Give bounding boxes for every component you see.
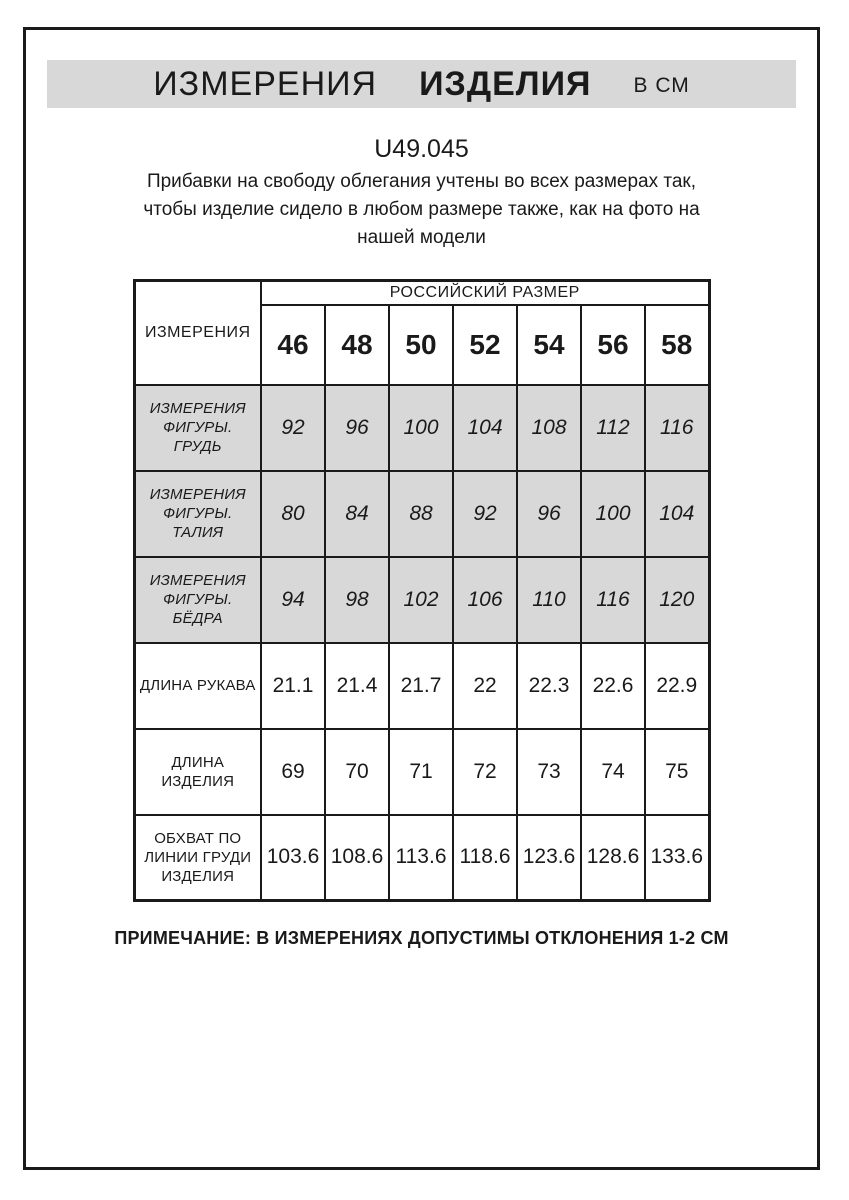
size-table bbox=[133, 279, 711, 902]
value-cell: 22 bbox=[453, 643, 517, 729]
value-cell: 80 bbox=[261, 471, 325, 557]
title-band bbox=[47, 60, 796, 108]
table-row bbox=[134, 557, 709, 643]
value-cell: 100 bbox=[389, 385, 453, 471]
size-header-cell: 46 bbox=[261, 305, 325, 385]
value-cell: 133.6 bbox=[645, 815, 709, 901]
value-cell: 84 bbox=[325, 471, 389, 557]
row-label: ДЛИНА ИЗДЕЛИЯ bbox=[134, 729, 261, 815]
value-cell: 71 bbox=[389, 729, 453, 815]
value-cell: 88 bbox=[389, 471, 453, 557]
value-cell: 110 bbox=[517, 557, 581, 643]
value-cell: 69 bbox=[261, 729, 325, 815]
value-cell: 118.6 bbox=[453, 815, 517, 901]
row-label: ДЛИНА РУКАВА bbox=[134, 643, 261, 729]
value-cell: 92 bbox=[453, 471, 517, 557]
value-cell: 123.6 bbox=[517, 815, 581, 901]
size-header-cell: 54 bbox=[517, 305, 581, 385]
size-header-cell: 58 bbox=[645, 305, 709, 385]
description-line: нашей модели bbox=[357, 227, 486, 248]
value-cell: 120 bbox=[645, 557, 709, 643]
value-cell: 94 bbox=[261, 557, 325, 643]
fit-description bbox=[122, 168, 722, 252]
description-line: чтобы изделие сидело в любом размере также, как на фото на bbox=[143, 199, 700, 220]
value-cell: 73 bbox=[517, 729, 581, 815]
value-cell: 128.6 bbox=[581, 815, 645, 901]
value-cell: 22.6 bbox=[581, 643, 645, 729]
row-label: ОБХВАТ ПО ЛИНИИ ГРУДИ ИЗДЕЛИЯ bbox=[134, 815, 261, 901]
size-header-cell: 56 bbox=[581, 305, 645, 385]
table-row bbox=[134, 643, 709, 729]
value-cell: 70 bbox=[325, 729, 389, 815]
value-cell: 104 bbox=[645, 471, 709, 557]
value-cell: 92 bbox=[261, 385, 325, 471]
value-cell: 21.4 bbox=[325, 643, 389, 729]
size-header-cell: 50 bbox=[389, 305, 453, 385]
title-word-measurements: ИЗМЕРЕНИЯ bbox=[153, 64, 378, 103]
value-cell: 98 bbox=[325, 557, 389, 643]
value-cell: 108.6 bbox=[325, 815, 389, 901]
value-cell: 22.9 bbox=[645, 643, 709, 729]
title-unit-cm: В СМ bbox=[633, 74, 690, 97]
value-cell: 21.1 bbox=[261, 643, 325, 729]
table-row bbox=[134, 385, 709, 471]
value-cell: 102 bbox=[389, 557, 453, 643]
value-cell: 22.3 bbox=[517, 643, 581, 729]
table-row bbox=[134, 729, 709, 815]
table-row bbox=[134, 471, 709, 557]
value-cell: 112 bbox=[581, 385, 645, 471]
value-cell: 113.6 bbox=[389, 815, 453, 901]
value-cell: 104 bbox=[453, 385, 517, 471]
value-cell: 116 bbox=[645, 385, 709, 471]
value-cell: 100 bbox=[581, 471, 645, 557]
article-code: U49.045 bbox=[374, 135, 469, 163]
size-table-body bbox=[134, 385, 709, 901]
value-cell: 106 bbox=[453, 557, 517, 643]
value-cell: 21.7 bbox=[389, 643, 453, 729]
value-cell: 116 bbox=[581, 557, 645, 643]
value-cell: 96 bbox=[325, 385, 389, 471]
value-cell: 72 bbox=[453, 729, 517, 815]
document-sheet bbox=[23, 27, 820, 1170]
value-cell: 108 bbox=[517, 385, 581, 471]
row-label: ИЗМЕРЕНИЯ ФИГУРЫ. БЁДРА bbox=[134, 557, 261, 643]
description-line: Прибавки на свободу облегания учтены во всех размерах так, bbox=[146, 171, 697, 192]
russian-size-header-row bbox=[134, 281, 709, 305]
size-header-cell: 52 bbox=[453, 305, 517, 385]
tolerance-note: ПРИМЕЧАНИЕ: В ИЗМЕРЕНИЯХ ДОПУСТИМЫ ОТКЛОНЕНИЯ 1-2 СМ bbox=[114, 928, 729, 948]
title-word-product: ИЗДЕЛИЯ bbox=[419, 64, 592, 103]
value-cell: 96 bbox=[517, 471, 581, 557]
value-cell: 103.6 bbox=[261, 815, 325, 901]
size-group-header: РОССИЙСКИЙ РАЗМЕР bbox=[261, 281, 709, 305]
value-cell: 74 bbox=[581, 729, 645, 815]
size-header-cell: 48 bbox=[325, 305, 389, 385]
table-row bbox=[134, 815, 709, 901]
row-label: ИЗМЕРЕНИЯ ФИГУРЫ. ТАЛИЯ bbox=[134, 471, 261, 557]
corner-label: ИЗМЕРЕНИЯ bbox=[134, 281, 261, 385]
row-label: ИЗМЕРЕНИЯ ФИГУРЫ. ГРУДЬ bbox=[134, 385, 261, 471]
value-cell: 75 bbox=[645, 729, 709, 815]
